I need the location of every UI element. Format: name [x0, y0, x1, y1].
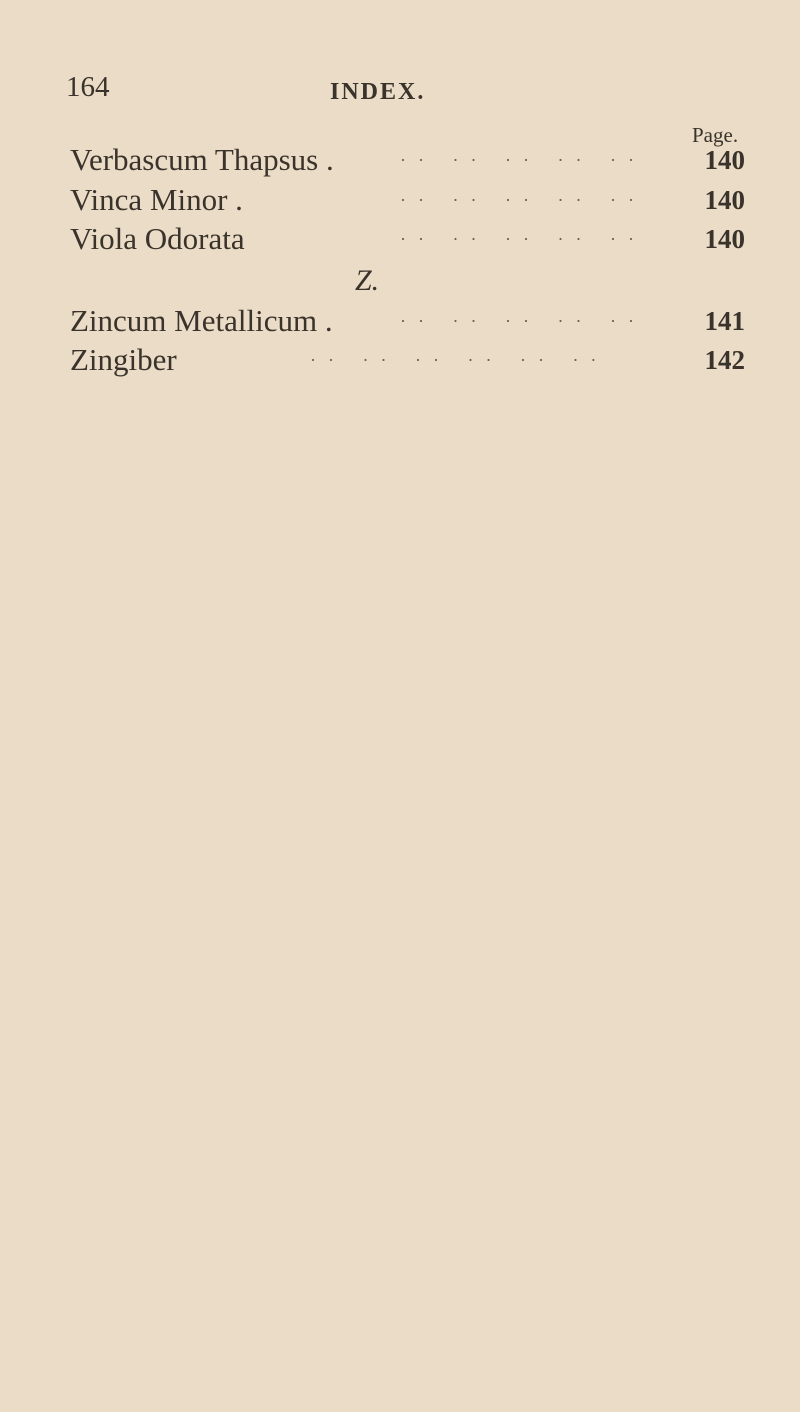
index-entry-viola-odorata — [70, 222, 745, 256]
index-entry-zincum-metallicum — [70, 304, 745, 338]
dot-leader: ·· ·· ·· ·· ·· ·· — [310, 350, 609, 370]
entry-page: 140 — [704, 224, 745, 254]
entry-page: 140 — [704, 185, 745, 215]
dot-leader: ·· ·· ·· ·· ·· — [400, 311, 646, 331]
dot-leader: ·· ·· ·· ·· ·· — [400, 229, 646, 249]
dot-leader: ·· ·· ·· ·· ·· — [400, 150, 646, 170]
entry-page: 142 — [704, 345, 745, 375]
entry-name: Verbascum Thapsus . — [70, 142, 334, 177]
page-column-label: Page. — [692, 123, 739, 147]
entry-name: Zingiber — [70, 342, 177, 377]
index-entry-zingiber — [70, 343, 745, 377]
entry-page: 140 — [704, 145, 745, 175]
dot-leader: ·· ·· ·· ·· ·· — [400, 190, 646, 210]
running-head: INDEX. — [330, 79, 426, 105]
entry-name: Vinca Minor . — [70, 182, 243, 217]
index-entry-verbascum-thapsus — [70, 143, 745, 177]
entry-page: 141 — [704, 306, 745, 336]
page-number: 164 — [66, 71, 110, 103]
entry-name: Viola Odorata — [70, 221, 245, 256]
section-letter-z: Z. — [355, 264, 380, 297]
index-entry-vinca-minor — [70, 183, 745, 217]
entry-name: Zincum Metallicum . — [70, 303, 333, 338]
